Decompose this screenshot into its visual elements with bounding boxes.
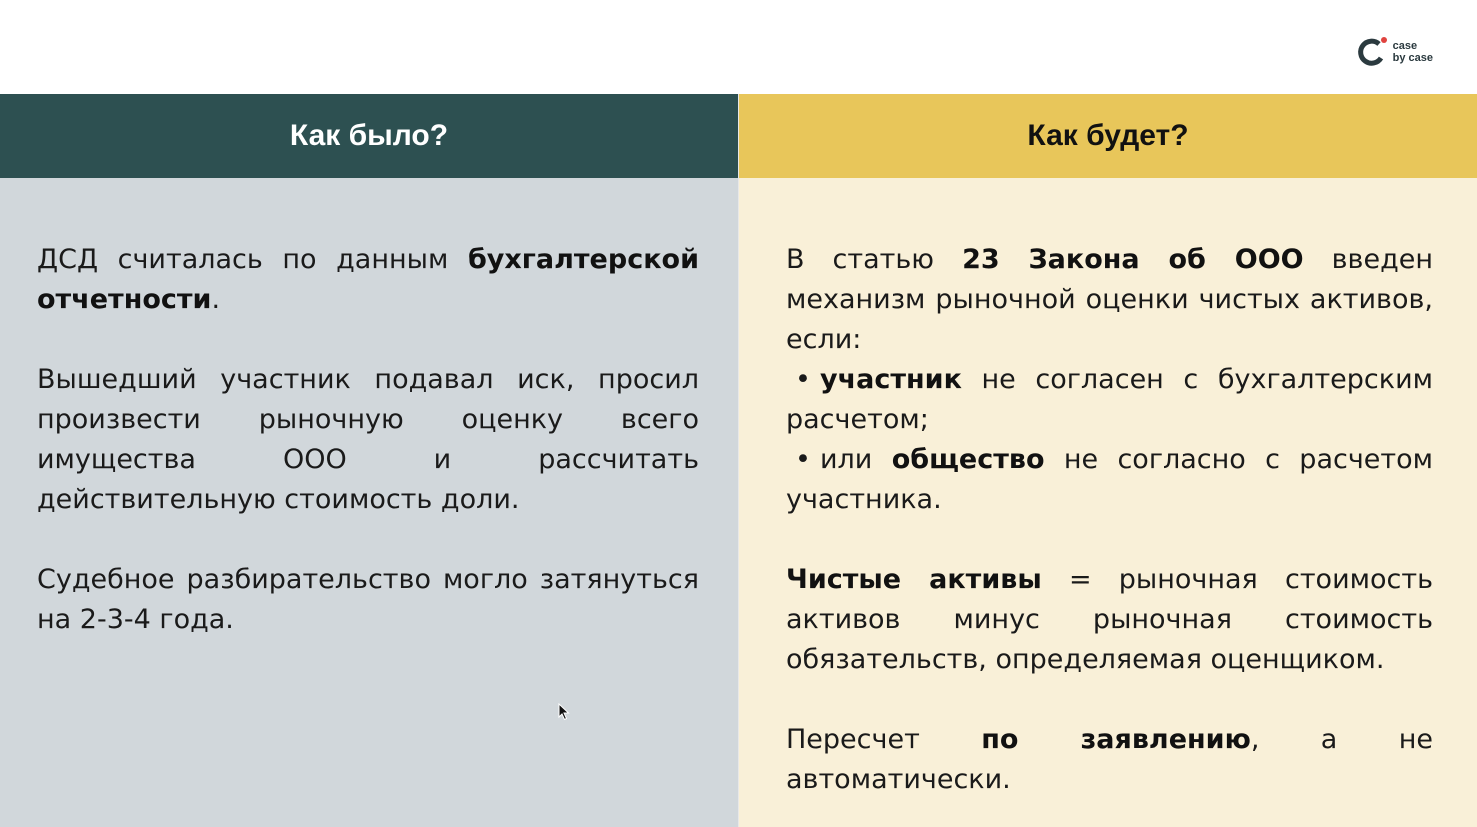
bullet-dot-icon: •: [795, 364, 811, 395]
column-after-body: [786, 240, 1433, 800]
after-p3-pre: Пересчет: [786, 724, 982, 755]
mouse-cursor-icon: [558, 703, 570, 721]
top-bar: [0, 0, 1477, 94]
after-bullet-1: [786, 360, 1433, 440]
logo-text: [1393, 40, 1433, 64]
logo-line-1: case: [1392, 40, 1418, 52]
after-p2-bold: Чистые активы: [786, 564, 1042, 595]
column-after-header: Как будет?: [739, 94, 1477, 178]
after-p1-bold: 23 Закона об ООО: [962, 244, 1304, 275]
before-paragraph-3: Судебное разбирательство могло затянуться на 2-3-4 года.: [37, 564, 699, 635]
before-paragraph-2: Вышедший участник подавал иск, просил произвести рыночную оценку всего имущества ООО и рассчитать действительную стоимость доли.: [37, 364, 699, 515]
before-p1-text: ДСД считалась по данным: [37, 244, 468, 275]
before-p1-bold: бухгалтерской отчетности: [37, 244, 699, 315]
after-bullet-2-text: не согласно с расчетом участника.: [786, 444, 1434, 515]
after-p2-text: = рыночная стоимость активов минус рыночная стоимость обязательств, определяемая оценщиком.: [786, 564, 1433, 675]
after-bullet-2-bold: общество: [891, 444, 1045, 475]
after-p1-pre: В статью: [786, 244, 963, 275]
after-bullet-2: [786, 440, 1433, 520]
bullet-dot-icon: •: [795, 444, 811, 475]
before-p1-end: .: [211, 284, 221, 315]
after-bullet-1-bold: участник: [820, 364, 962, 395]
after-p3-post: , а не автоматически.: [786, 724, 1434, 795]
logo-line-2: by case: [1392, 52, 1433, 64]
after-bullet-1-text: не согласен с бухгалтерским расчетом;: [786, 364, 1433, 435]
logo-ring-icon: [1357, 36, 1389, 68]
after-p1-post: введен механизм рыночной оценки чистых активов, если:: [786, 244, 1434, 355]
column-before-body: [37, 240, 699, 640]
after-paragraph-2: [786, 560, 1433, 680]
case-by-case-logo: [1357, 36, 1433, 68]
column-before: [0, 94, 738, 827]
column-after: [739, 94, 1477, 827]
after-p3-bold: по заявлению: [981, 724, 1251, 755]
before-paragraph-1: [37, 240, 699, 320]
after-paragraph-3: [786, 720, 1433, 800]
after-paragraph-1: [786, 240, 1433, 360]
after-bullet-2-pre: или: [820, 444, 892, 475]
column-before-header: Как было?: [0, 94, 738, 178]
